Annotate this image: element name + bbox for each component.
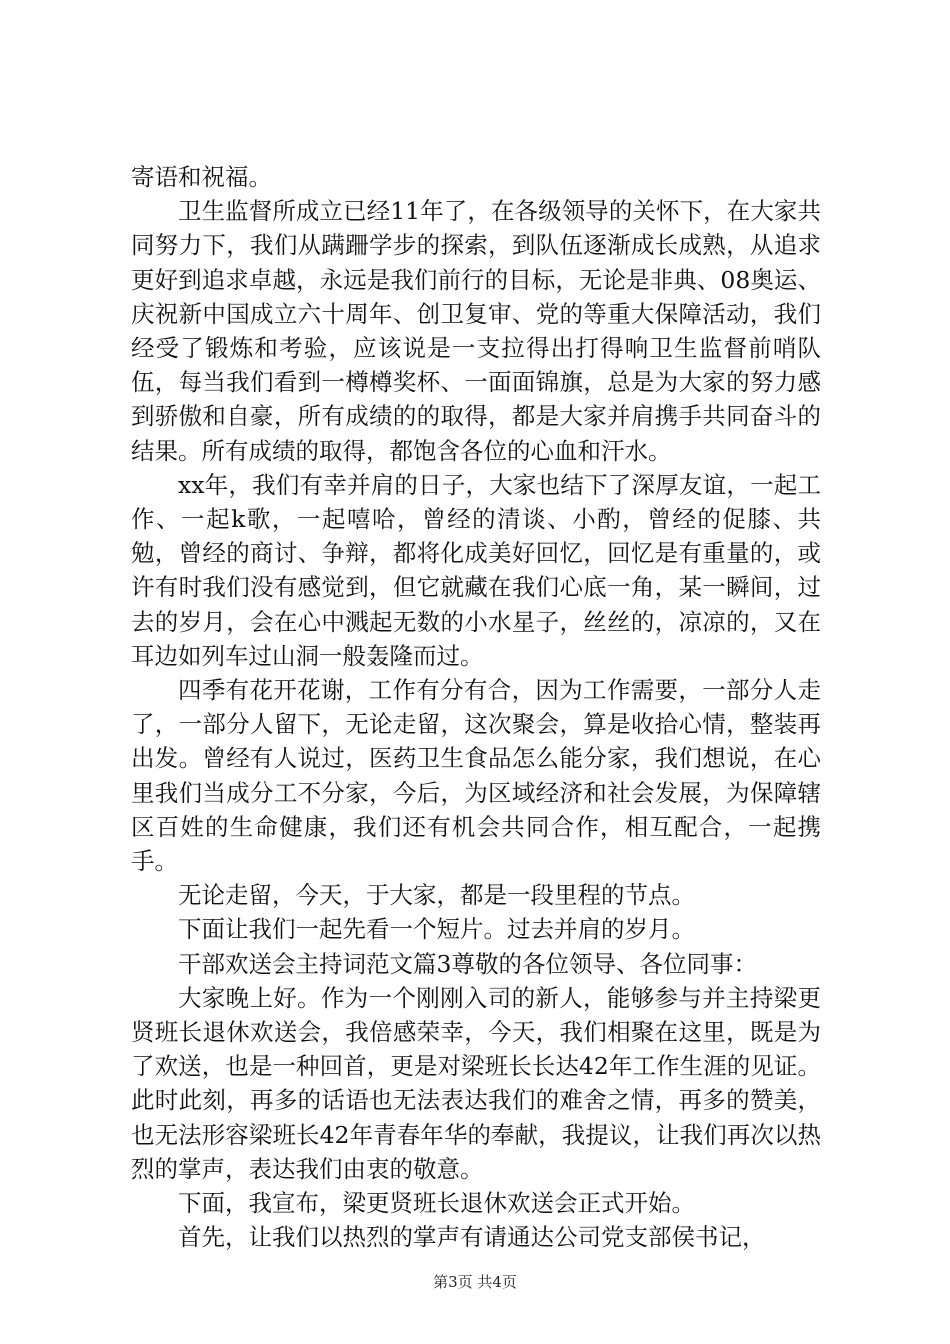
paragraph-9: 下面，我宣布，梁更贤班长退休欢送会正式开始。	[178, 1189, 695, 1218]
paragraph-5: 无论走留，今天，于大家，都是一段里程的节点。	[178, 881, 695, 910]
paragraph-6: 下面让我们一起先看一个短片。过去并肩的岁月。	[178, 915, 695, 944]
paragraph-10: 首先，让我们以热烈的掌声有请通达公司党支部侯书记，	[178, 1223, 766, 1252]
paragraph-1: 寄语和祝福。	[131, 163, 272, 191]
paragraph-2: 卫生监督所成立已经11年了，在各级领导的关怀下，在大家共同努力下，我们从蹒跚学步的探索，到队伍逐渐成长成熟，从追求更好到追求卓越，永远是我们前行的目标，无论是非典、08奥运、庆祝新中国成立六十周年、创卫复审、党的等重大保障活动，我们经受了锻炼和考验，应该说是一支拉得出打得响卫生监督前哨队伍，每当我们看到一樽樽奖杯、一面面锦旗，总是为大家的努力感到骄傲和自豪，所有成绩的的取得，都是大家并肩携手共同奋斗的结果。所有成绩的取得，都饱含各位的心血和汗水。	[131, 197, 821, 465]
paragraph-4: 四季有花开花谢，工作有分有合，因为工作需要，一部分人走了，一部分人留下，无论走留，这次聚会，算是收拾心情，整装再出发。曾经有人说过，医药卫生食品怎么能分家，我们想说，在心里我们当成分工不分家，今后，为区域经济和社会发展，为保障辖区百姓的生命健康，我们还有机会共同合作，相互配合，一起携手。	[131, 676, 821, 876]
page-footer	[0, 1271, 950, 1292]
page-number-label: 第3页 共4页	[433, 1273, 517, 1291]
paragraph-3: xx年，我们有幸并肩的日子，大家也结下了深厚友谊，一起工作、一起k歌，一起嘻哈，曾经的清谈、小酌，曾经的促膝、共勉，曾经的商讨、争辩，都将化成美好回忆，回忆是有重量的，或许有时我们没有感觉到，但它就藏在我们心底一角，某一瞬间，过去的岁月，会在心中溅起无数的小水星子，丝丝的，凉凉的，又在耳边如列车过山洞一般轰隆而过。	[131, 470, 821, 670]
paragraph-7: 干部欢送会主持词范文篇3尊敬的各位领导、各位同事：	[178, 949, 757, 978]
paragraph-8: 大家晚上好。作为一个刚刚入司的新人，能够参与并主持梁更贤班长退休欢送会，我倍感荣幸，今天，我们相聚在这里，既是为了欢送，也是一种回首，更是对梁班长长达42年工作生涯的见证。此时此刻，再多的话语也无法表达我们的难舍之情，再多的赞美，也无法形容梁班长42年青春年华的奉献，我提议，让我们再次以热烈的掌声，表达我们由衷的敬意。	[131, 983, 821, 1183]
document-body	[131, 160, 821, 1255]
